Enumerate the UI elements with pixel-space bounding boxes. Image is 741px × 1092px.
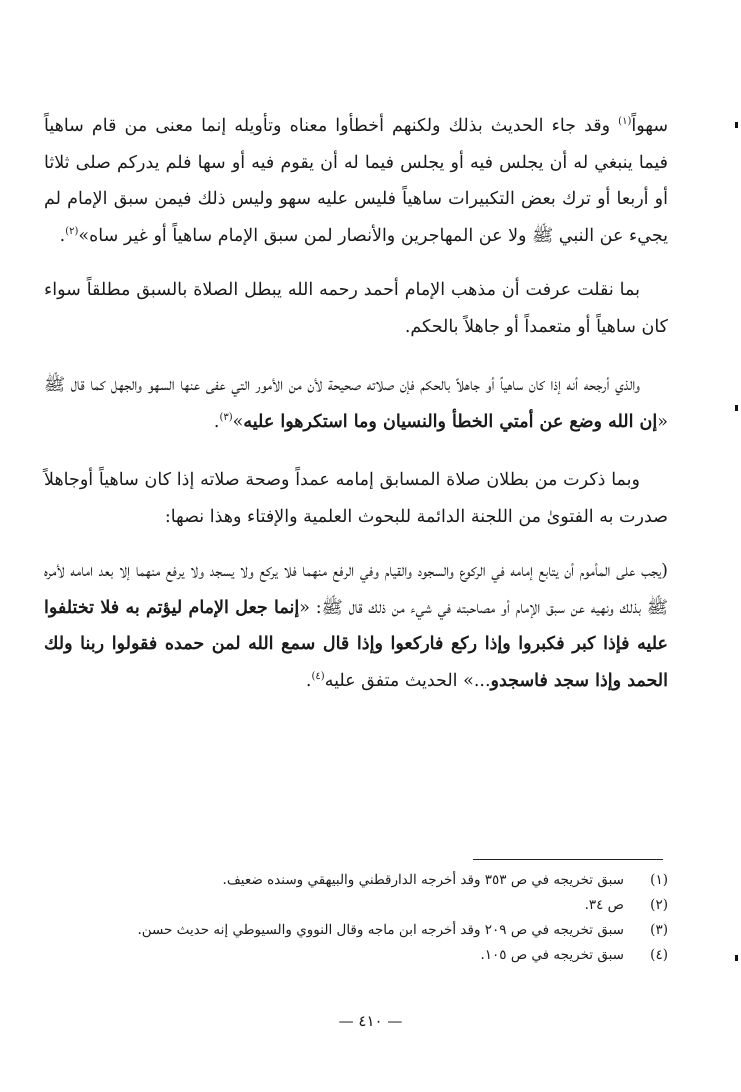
footnote-item — [44, 868, 668, 893]
text-run: سهواً — [631, 116, 668, 136]
footnote-ref: (١) — [618, 116, 632, 128]
hadith-quote: إنما جعل الإمام ليؤتم به فلا تختلفوا عليه فإذا كبر فكبروا وإذا ركع فاركعوا وإذا قال سمع الله لمن حمده فقولوا ربنا ولك الحمد وإذا سجد فاسجدو — [44, 597, 668, 691]
footnote-ref: (٣) — [219, 411, 233, 423]
margin-mark — [735, 405, 738, 411]
footnote-number: (٤) — [650, 947, 668, 963]
footnote-item — [44, 918, 668, 943]
text-run: . — [213, 411, 220, 432]
margin-mark — [735, 122, 738, 128]
footnote-ref: (٢) — [65, 225, 79, 237]
text-run: . — [59, 225, 66, 246]
footnote-divider — [473, 859, 663, 860]
text-run: ...» الحديث متفق عليه — [324, 670, 491, 691]
footnote-number: (٣) — [650, 922, 668, 938]
paragraph-4: وبما ذكرت من بطلان صلاة المسابق إمامه عمداً وصحة صلاته إذا كان ساهياً أوجاهلاً صدرت به الفتوىٰ من اللجنة الدائمة للبحوث العلمية والإفتاء وهذا نصها: — [44, 470, 668, 527]
main-text — [44, 108, 668, 699]
footnote-number: (٢) — [650, 897, 668, 913]
footnote-number: (١) — [650, 872, 668, 888]
margin-mark — [735, 955, 738, 961]
text-run: » — [232, 411, 244, 432]
footnote-text: سبق تخريجه في ص ٣٥٣ وقد أخرجه الدارقطني والبيهقي وسنده ضعيف. — [222, 872, 624, 888]
text-run: . — [305, 670, 312, 691]
text-run: والذي أرجحه أنه إذا كان ساهياً أو جاهلاً بالحكم فإن صلاته صحيحة لأن من الأمور التي عفى عنها السهو والجهل كما قال ﷺ « — [44, 375, 668, 432]
paragraph-2: بما نقلت عرفت أن مذهب الإمام أحمد رحمه الله يبطل الصلاة بالسبق مطلقاً سواء كان ساهياً أو متعمداً أو جاهلاً بالحكم. — [44, 280, 668, 337]
paragraph-5 — [44, 553, 668, 699]
footnote-item — [44, 893, 668, 918]
paragraph-3 — [44, 367, 668, 440]
footnote-text: سبق تخريجه في ص ٢٠٩ وقد أخرجه ابن ماجه وقال النووي والسيوطي إنه حديث حسن. — [137, 922, 624, 938]
text-run: وقد جاء الحديث بذلك ولكنهم أخطأوا معناه وتأويله إنما معنى من قام ساهياً فيما ينبغي له أن يجلس فيه أو يجلس فيما له أن يقوم فيه أو سها فلم يدركم صلى ثلاثا أو أربعا أو ترك بعض التكبيرات ساهياً فليس عليه سهو وليس ذلك فيمن سبق الإمام لم يجيء عن النبي ﷺ ولا عن المهاجرين والأنصار لمن سبق الإمام ساهياً أو غير ساه» — [44, 116, 668, 246]
footnote-ref: (٤) — [311, 670, 325, 682]
text-run: (يجب على المأموم أن يتابع إمامه في الركوع والسجود والقيام وفي الرفع منهما فلا يركع ولا يسجد ولا يرفع منهما إلا بعد امامه لأمره ﷺ بذلك ونهيه عن سبق الإمام أو مصاحبته في شيء من ذلك قال ﷺ: « — [44, 561, 668, 618]
page-number: — ٤١٠ — — [338, 1012, 403, 1030]
footnote-item — [44, 943, 668, 968]
footnote-text: ص ٣٤. — [584, 897, 624, 913]
hadith-quote: إن الله وضع عن أمتي الخطأ والنسيان وما استكرهوا عليه — [243, 411, 658, 432]
footnote-text: سبق تخريجه في ص ١٠٥. — [480, 947, 624, 963]
paragraph-1 — [44, 108, 668, 254]
footnotes — [44, 868, 668, 968]
